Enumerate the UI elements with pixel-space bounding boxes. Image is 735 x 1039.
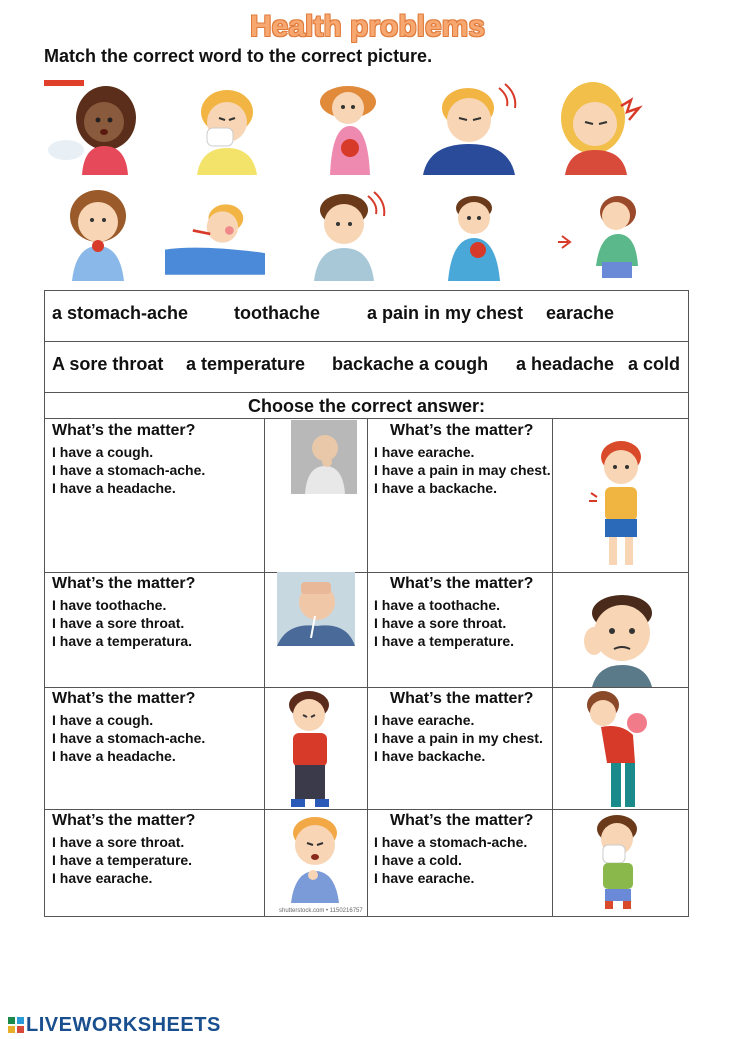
logo-text: LIVEWORKSHEETS	[26, 1014, 221, 1036]
boy-temperature-icon	[165, 186, 265, 281]
boy-sneeze-icon	[177, 80, 277, 175]
word-bank-row-2	[45, 341, 688, 392]
word-item: a headache	[516, 354, 615, 374]
word-item: a temperature	[186, 354, 306, 374]
answer-option[interactable]: I have earache.	[374, 444, 475, 460]
question-block	[52, 575, 195, 650]
answer-option[interactable]: I have backache.	[374, 748, 486, 764]
boy-backache-image	[581, 687, 661, 809]
answer-option[interactable]: I have a pain in may chest.	[374, 462, 551, 478]
question-block	[374, 690, 543, 765]
answer-option[interactable]: I have a stomach-ache.	[52, 730, 206, 746]
answer-option[interactable]: I have a sore throat.	[52, 615, 185, 631]
girl-stomach-ache-icon	[310, 80, 410, 175]
boy-sore-throat-image	[285, 813, 345, 903]
question-heading: What’s the matter?	[390, 422, 534, 439]
answer-grid	[44, 418, 689, 917]
answer-option[interactable]: I have a pain in my chest.	[374, 730, 543, 746]
answer-option[interactable]: I have a cold.	[374, 852, 462, 868]
word-bank	[44, 290, 689, 393]
question-heading: What’s the matter?	[390, 690, 534, 707]
choose-heading: Choose the correct answer:	[44, 393, 689, 419]
word-item: toothache	[234, 303, 321, 323]
question-block	[374, 812, 533, 887]
word-item: a pain in my chest	[367, 303, 524, 323]
answer-option[interactable]: I have a stomach-ache.	[374, 834, 528, 850]
question-heading: What’s the matter?	[52, 690, 196, 707]
answer-option[interactable]: I have a temperature.	[52, 852, 193, 868]
boy-headache-icon	[423, 80, 523, 175]
answer-option[interactable]: I have earache.	[374, 870, 475, 886]
answer-option[interactable]: I have a backache.	[374, 480, 497, 496]
boy-head-pain-icon	[300, 186, 400, 281]
boy-chest-pain-icon	[430, 186, 530, 281]
answer-option[interactable]: I have a cough.	[52, 712, 154, 728]
word-item: earache	[546, 303, 615, 323]
girl-cough-icon	[44, 80, 144, 175]
answer-option[interactable]: I have a temperatura.	[52, 633, 193, 649]
liveworksheets-logo	[8, 1014, 221, 1037]
girl-sore-throat-icon	[52, 186, 152, 281]
girl-backache-icon	[556, 186, 656, 281]
photo-credit: shutterstock.com • 1150216757	[279, 908, 363, 914]
answer-option[interactable]: I have a sore throat.	[374, 615, 507, 631]
boy-cough-photo	[291, 420, 357, 494]
liveworksheets-icon	[8, 1016, 24, 1032]
question-block	[52, 812, 195, 887]
answer-option[interactable]: I have a cough.	[52, 444, 154, 460]
answer-option[interactable]: I have earache.	[52, 870, 153, 886]
question-heading: What’s the matter?	[52, 575, 196, 592]
answer-option[interactable]: I have a headache.	[52, 480, 176, 496]
boy-stomach-ache-image	[279, 687, 343, 809]
boy-temperature-photo	[277, 572, 355, 646]
boy-toothache-image	[578, 591, 662, 687]
question-heading: What’s the matter?	[390, 812, 534, 829]
word-bank-row-1	[45, 291, 688, 341]
answer-option[interactable]: I have a sore throat.	[52, 834, 185, 850]
page-title: Health problems	[249, 10, 486, 43]
word-item: a stomach-ache	[52, 303, 189, 323]
word-item: backache a cough	[332, 354, 489, 374]
question-heading: What’s the matter?	[52, 812, 196, 829]
answer-option[interactable]: I have toothache.	[52, 597, 167, 613]
boy-cold-image	[585, 811, 651, 911]
answer-option[interactable]: I have a stomach-ache.	[52, 462, 206, 478]
answer-option[interactable]: I have a headache.	[52, 748, 176, 764]
question-block	[374, 422, 551, 497]
answer-option[interactable]: I have a temperature.	[374, 633, 515, 649]
word-item: A sore throat	[52, 354, 164, 374]
answer-option[interactable]: I have a toothache.	[374, 597, 501, 613]
boy-chest-pain-image	[585, 435, 657, 573]
question-heading: What’s the matter?	[390, 575, 534, 592]
instruction-text: Match the correct word to the correct picture.	[44, 46, 433, 66]
question-heading: What’s the matter?	[52, 422, 196, 439]
question-block	[52, 690, 205, 765]
girl-earache-icon	[555, 80, 655, 175]
answer-option[interactable]: I have earache.	[374, 712, 475, 728]
question-block	[374, 575, 533, 650]
word-item: a cold	[628, 354, 681, 374]
question-block	[52, 422, 205, 497]
